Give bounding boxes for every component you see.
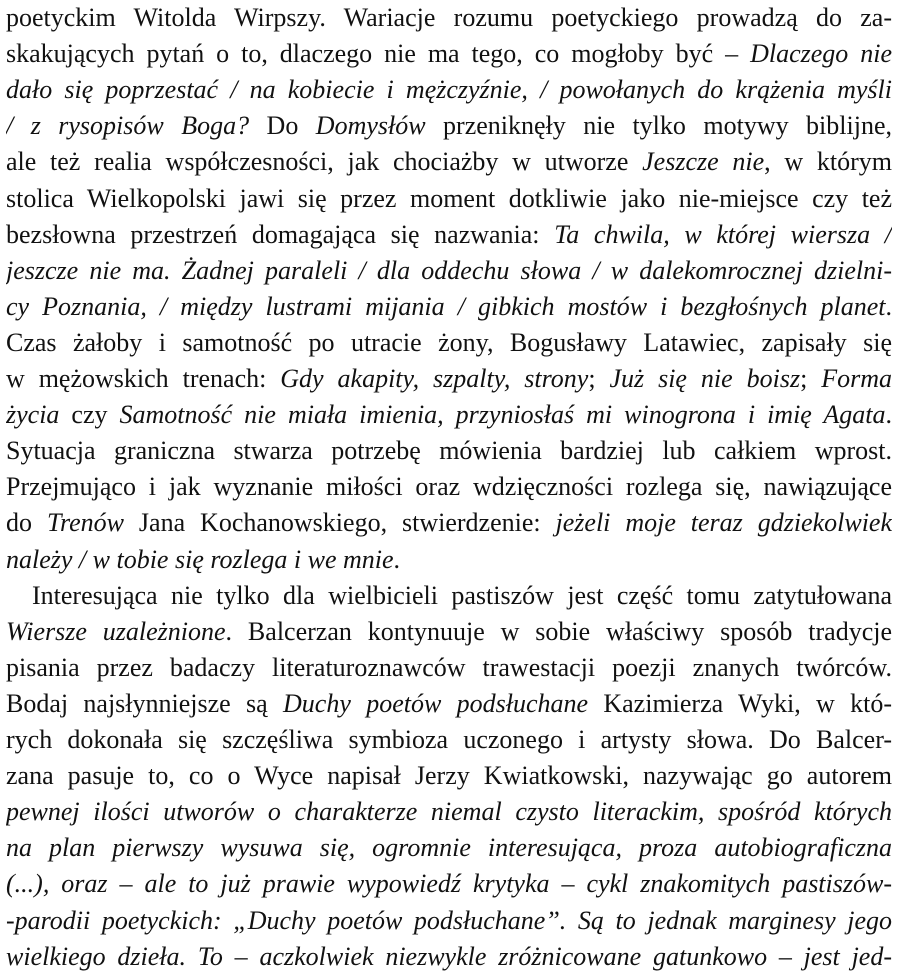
text-line bbox=[6, 36, 892, 72]
regular-text: Czas żałoby i samotność po utracie żony, Bogusławy Latawiec, zapisały się bbox=[6, 327, 892, 357]
regular-text: przeniknęły nie tylko motywy biblijne, bbox=[425, 111, 892, 141]
italic-text: życia bbox=[6, 400, 60, 430]
regular-text: czy bbox=[59, 400, 120, 430]
text-line bbox=[6, 289, 892, 325]
text-line bbox=[6, 939, 892, 975]
text-line bbox=[6, 830, 892, 866]
regular-text: ; bbox=[588, 364, 610, 393]
regular-text: ale też realia współczesności, jak chociażby w utworze bbox=[6, 147, 643, 177]
text-line bbox=[6, 361, 892, 397]
regular-text: . bbox=[393, 544, 401, 574]
italic-text: Już się nie boisz bbox=[609, 364, 801, 393]
text-line bbox=[6, 144, 892, 180]
italic-text: należy / w tobie się rozlega i we mnie bbox=[6, 544, 394, 574]
paragraph-first-line bbox=[32, 578, 892, 614]
regular-text: Do bbox=[249, 111, 316, 141]
italic-text: Wiersze uzależnione bbox=[6, 616, 226, 646]
italic-text: Dlaczego nie bbox=[750, 39, 892, 69]
regular-text: . bbox=[885, 291, 892, 321]
italic-text: Ta chwila, w której wiersza / bbox=[554, 219, 892, 249]
italic-text: dało się poprzestać / na kobiecie i mężczyźnie, / powołanych do krążenia myśli bbox=[6, 75, 892, 105]
italic-text: Forma bbox=[821, 364, 892, 393]
regular-text: zana pasuje to, co o Wyce napisał Jerzy Kwiatkowski, nazywając go autorem bbox=[6, 761, 892, 791]
text-line bbox=[6, 758, 892, 794]
text-line bbox=[6, 686, 892, 722]
italic-text: Samotność nie miała imienia, przyniosłaś mi winogrona i imię Agata bbox=[119, 400, 886, 430]
regular-text: skakujących pytań o to, dlaczego nie ma tego, co mogłoby być – bbox=[6, 39, 751, 69]
regular-text: Przejmująco i jak wyznanie miłości oraz wdzięczności rozlega się, nawiązujące bbox=[6, 472, 892, 502]
text-line bbox=[6, 325, 892, 361]
text-line bbox=[6, 469, 892, 505]
text-line bbox=[6, 542, 892, 578]
text-line bbox=[6, 433, 892, 469]
text-line bbox=[6, 505, 892, 541]
regular-text: ; bbox=[800, 364, 822, 393]
text-line bbox=[6, 181, 892, 217]
text-line bbox=[6, 217, 892, 253]
text-line bbox=[6, 614, 892, 650]
regular-text: bezsłowna przestrzeń domagająca się nazwania: bbox=[6, 219, 555, 249]
italic-text: Jeszcze nie bbox=[642, 147, 765, 177]
text-line bbox=[6, 108, 892, 144]
italic-text: jeszcze nie ma. Żadnej paraleli / dla oddechu słowa / w dalekomrocznej dzielni- bbox=[6, 255, 892, 285]
text-line bbox=[6, 722, 892, 758]
text-line bbox=[6, 72, 892, 108]
italic-text: pewnej ilości utworów o charakterze niemal czysto literackim, spośród których bbox=[6, 797, 892, 827]
text-line bbox=[6, 253, 892, 289]
text-line bbox=[6, 650, 892, 686]
regular-text: poetyckim Witolda Wirpszy. Wariacje rozumu poetyckiego prowadzą do za- bbox=[6, 3, 892, 32]
regular-text: Sytuacja graniczna stwarza potrzebę mówienia bardziej lub całkiem wprost. bbox=[6, 436, 892, 466]
regular-text: w mężowskich trenach: bbox=[6, 364, 281, 393]
text-line bbox=[6, 794, 892, 830]
italic-text: jeżeli moje teraz gdziekolwiek bbox=[555, 508, 892, 538]
regular-text: pisania przez badaczy literaturoznawców trawestacji poezji znanych twórców. bbox=[6, 652, 892, 682]
regular-text: Bodaj najsłynniejsze są bbox=[6, 688, 284, 718]
regular-text: . bbox=[885, 400, 892, 430]
text-line bbox=[6, 397, 892, 433]
italic-text: na plan pierwszy wysuwa się, ogromnie interesująca, proza autobiograficzna bbox=[6, 833, 892, 863]
regular-text: , w którym bbox=[764, 147, 892, 177]
italic-text: -parodii poetyckich: „Duchy poetów podsłuchane”. Są to jednak marginesy jego bbox=[6, 905, 892, 935]
italic-text: Duchy poetów podsłuchane bbox=[283, 688, 589, 718]
text-line bbox=[6, 866, 892, 902]
regular-text: stolica Wielkopolski jawi się przez moment dotkliwie jako nie-miejsce czy też bbox=[6, 183, 892, 213]
text-line bbox=[6, 0, 892, 36]
italic-text: Trenów bbox=[46, 508, 124, 538]
regular-text: Kazimierza Wyki, w któ- bbox=[588, 688, 892, 718]
regular-text: do bbox=[6, 508, 47, 538]
italic-text: cy Poznania, / między lustrami mijania / gibkich mostów i bezgłośnych planet bbox=[6, 291, 886, 321]
text-line bbox=[6, 903, 892, 939]
regular-text: rych dokonała się szczęśliwa symbioza uczonego i artysty słowa. Do Balcer- bbox=[6, 725, 892, 754]
regular-text: Interesująca nie tylko dla wielbicieli pastiszów jest część tomu zatytułowana bbox=[32, 580, 892, 610]
italic-text: (...), oraz – ale to już prawie wypowiedź krytyka – cykl znakomitych pastiszów- bbox=[6, 869, 892, 899]
italic-text: / z rysopisów Boga? bbox=[6, 111, 250, 141]
italic-text: wielkiego dzieła. To – aczkolwiek niezwykle zróżnicowane gatunkowo – jest jed- bbox=[6, 941, 892, 971]
regular-text: . Balcerzan kontynuuje w sobie właściwy sposób tradycje bbox=[225, 616, 892, 646]
italic-text: Domysłów bbox=[315, 111, 426, 141]
regular-text: Jana Kochanowskiego, stwierdzenie: bbox=[124, 508, 556, 538]
italic-text: Gdy akapity, szpalty, strony bbox=[280, 364, 589, 393]
